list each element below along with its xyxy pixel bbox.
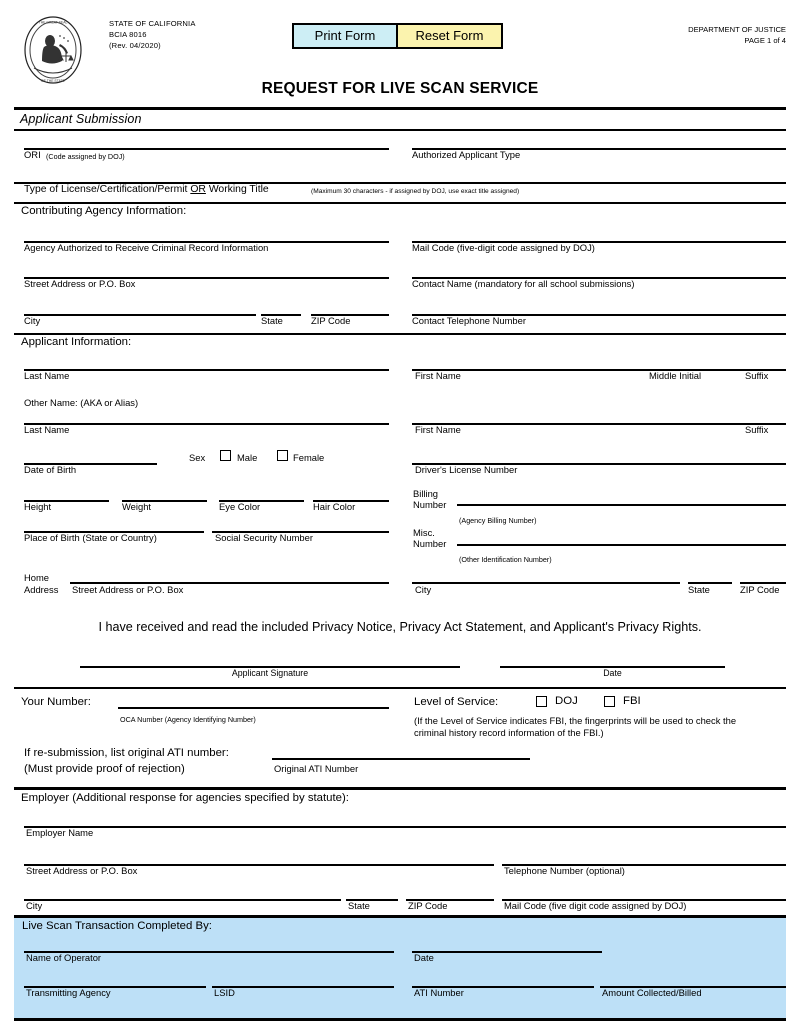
agency-city-label: City	[24, 315, 41, 326]
home-street-label: Street Address or P.O. Box	[72, 584, 184, 595]
reset-form-button[interactable]: Reset Form	[398, 25, 501, 47]
transmitting-agency-label: Transmitting Agency	[26, 987, 111, 998]
misc-number-label-line1: Misc.	[413, 527, 435, 538]
home-city-line[interactable]	[412, 582, 680, 584]
sex-label: Sex	[189, 452, 206, 463]
employer-zip-label: ZIP Code	[408, 900, 448, 911]
divider	[14, 915, 786, 918]
drivers-license-label: Driver's License Number	[415, 464, 518, 475]
operator-name-label: Name of Operator	[26, 952, 102, 963]
print-form-button[interactable]: Print Form	[294, 25, 398, 47]
resubmission-label-line2: (Must provide proof of rejection)	[24, 763, 185, 775]
aka-first-name-line[interactable]	[412, 423, 786, 425]
divider	[14, 333, 786, 335]
level-of-service-fbi-checkbox[interactable]	[604, 696, 615, 707]
level-of-service-label: Level of Service:	[414, 696, 499, 708]
employer-city-line[interactable]	[24, 899, 341, 901]
eye-color-label: Eye Color	[219, 501, 261, 512]
lsid-label: LSID	[214, 987, 235, 998]
license-type-label-group	[24, 185, 269, 196]
first-name-line[interactable]	[412, 369, 786, 371]
license-type-label2: Working Title	[208, 184, 269, 195]
employer-state-label: State	[348, 900, 370, 911]
your-number-label: Your Number:	[21, 696, 91, 708]
misc-number-line[interactable]	[457, 544, 786, 546]
other-name-label: Other Name: (AKA or Alias)	[24, 397, 139, 408]
agency-city-line[interactable]	[24, 314, 256, 316]
employer-city-label: City	[26, 900, 43, 911]
sex-male-checkbox[interactable]	[220, 450, 231, 461]
date-of-birth-label: Date of Birth	[24, 464, 77, 475]
your-number-line[interactable]	[118, 707, 389, 709]
aka-first-name-label: First Name	[415, 424, 461, 435]
billing-number-label-line1: Billing	[413, 488, 439, 499]
suffix-label: Suffix	[745, 370, 769, 381]
billing-number-note: (Agency Billing Number)	[459, 516, 537, 525]
contact-name-label: Contact Name (mandatory for all school submissions)	[412, 278, 635, 289]
svg-text:OF THE STATE: OF THE STATE	[41, 79, 65, 83]
mail-code-label: Mail Code (five-digit code assigned by DOJ)	[412, 242, 595, 253]
ssn-label: Social Security Number	[215, 532, 313, 543]
state-of-california-label: STATE OF CALIFORNIA	[109, 19, 196, 28]
divider	[14, 107, 786, 110]
employer-name-line[interactable]	[24, 826, 786, 828]
level-of-service-fbi-label: FBI	[623, 695, 641, 707]
form-number-label: BCIA 8016	[109, 30, 147, 39]
svg-text:THE GREAT SEAL: THE GREAT SEAL	[38, 20, 68, 25]
first-name-label: First Name	[415, 370, 461, 381]
resubmission-label-line1: If re-submission, list original ATI number:	[24, 747, 229, 759]
revision-date-label: (Rev. 04/2020)	[109, 41, 161, 50]
privacy-statement: I have received and read the included Privacy Notice, Privacy Act Statement, and Applicant's Privacy Rights.	[98, 620, 702, 634]
original-ati-line[interactable]	[272, 758, 530, 760]
billing-number-label-line2: Number	[413, 499, 447, 510]
place-of-birth-label: Place of Birth (State or Country)	[24, 532, 157, 543]
level-of-service-doj-checkbox[interactable]	[536, 696, 547, 707]
applicant-signature-label: Applicant Signature	[231, 668, 309, 678]
misc-number-label-line2: Number	[413, 538, 447, 549]
divider	[14, 1018, 786, 1021]
authorized-applicant-type-label: Authorized Applicant Type	[412, 149, 521, 160]
signature-date-label: Date	[603, 668, 622, 678]
employer-street-label: Street Address or P.O. Box	[26, 865, 138, 876]
aka-last-name-label: Last Name	[24, 424, 70, 435]
middle-initial-label: Middle Initial	[649, 370, 702, 381]
employer-heading: Employer (Additional response for agencies specified by statute):	[21, 792, 349, 804]
license-type-note: (Maximum 30 characters - if assigned by DOJ, use exact title assigned)	[311, 188, 520, 195]
level-of-service-note-line1: (If the Level of Service indicates FBI, the fingerprints will be used to check the	[414, 715, 737, 726]
employer-mail-code-label: Mail Code (five digit code assigned by DOJ)	[504, 900, 687, 911]
agency-street-label: Street Address or P.O. Box	[24, 278, 136, 289]
employer-telephone-label: Telephone Number (optional)	[504, 865, 625, 876]
misc-number-note: (Other Identification Number)	[459, 555, 552, 564]
license-type-label: Type of License/Certification/Permit	[24, 184, 188, 195]
home-city-label: City	[415, 584, 432, 595]
agency-authorized-label: Agency Authorized to Receive Criminal Record Information	[24, 242, 269, 253]
divider	[14, 202, 786, 204]
level-of-service-note-line2: criminal history record information of the FBI.)	[414, 727, 604, 738]
ori-label: ORI	[24, 149, 41, 160]
department-of-justice-label: DEPARTMENT OF JUSTICE	[688, 25, 786, 34]
agency-zip-label: ZIP Code	[311, 315, 351, 326]
last-name-line[interactable]	[24, 369, 389, 371]
divider	[14, 129, 786, 131]
oca-number-note: OCA Number (Agency Identifying Number)	[120, 715, 256, 724]
original-ati-label: Original ATI Number	[274, 763, 359, 774]
page-title: REQUEST FOR LIVE SCAN SERVICE	[261, 80, 539, 97]
sex-female-checkbox[interactable]	[277, 450, 288, 461]
home-zip-label: ZIP Code	[740, 584, 780, 595]
license-type-or: OR	[190, 184, 206, 195]
weight-label: Weight	[122, 501, 152, 512]
employer-name-label: Employer Name	[26, 827, 94, 838]
home-address-label-line1: Home	[24, 572, 50, 583]
contributing-agency-heading: Contributing Agency Information:	[21, 205, 187, 217]
live-scan-date-label: Date	[414, 952, 434, 963]
aka-suffix-label: Suffix	[745, 424, 769, 435]
contact-phone-label: Contact Telephone Number	[412, 315, 526, 326]
billing-number-line[interactable]	[457, 504, 786, 506]
ori-note: (Code assigned by DOJ)	[46, 152, 125, 161]
california-state-seal-icon	[20, 14, 86, 86]
height-label: Height	[24, 501, 52, 512]
last-name-label: Last Name	[24, 370, 70, 381]
home-state-label: State	[688, 584, 710, 595]
divider	[14, 787, 786, 790]
aka-last-name-line[interactable]	[24, 423, 389, 425]
ati-number-label: ATI Number	[414, 987, 464, 998]
live-scan-date-line[interactable]	[412, 951, 602, 953]
level-of-service-doj-label: DOJ	[555, 695, 578, 707]
lsid-line[interactable]	[212, 986, 394, 988]
agency-state-label: State	[261, 315, 283, 326]
sex-female-label: Female	[293, 452, 325, 463]
hair-color-label: Hair Color	[313, 501, 356, 512]
ori-field-line[interactable]	[24, 148, 389, 150]
applicant-information-heading: Applicant Information:	[21, 336, 132, 348]
sex-male-label: Male	[237, 452, 258, 463]
form-action-buttons	[292, 23, 503, 49]
page-number-label: PAGE 1 of 4	[744, 36, 786, 45]
home-address-label-line2: Address	[24, 584, 59, 595]
live-scan-heading: Live Scan Transaction Completed By:	[22, 920, 212, 932]
divider	[14, 687, 786, 689]
amount-collected-label: Amount Collected/Billed	[602, 987, 702, 998]
applicant-submission-heading: Applicant Submission	[20, 112, 142, 126]
